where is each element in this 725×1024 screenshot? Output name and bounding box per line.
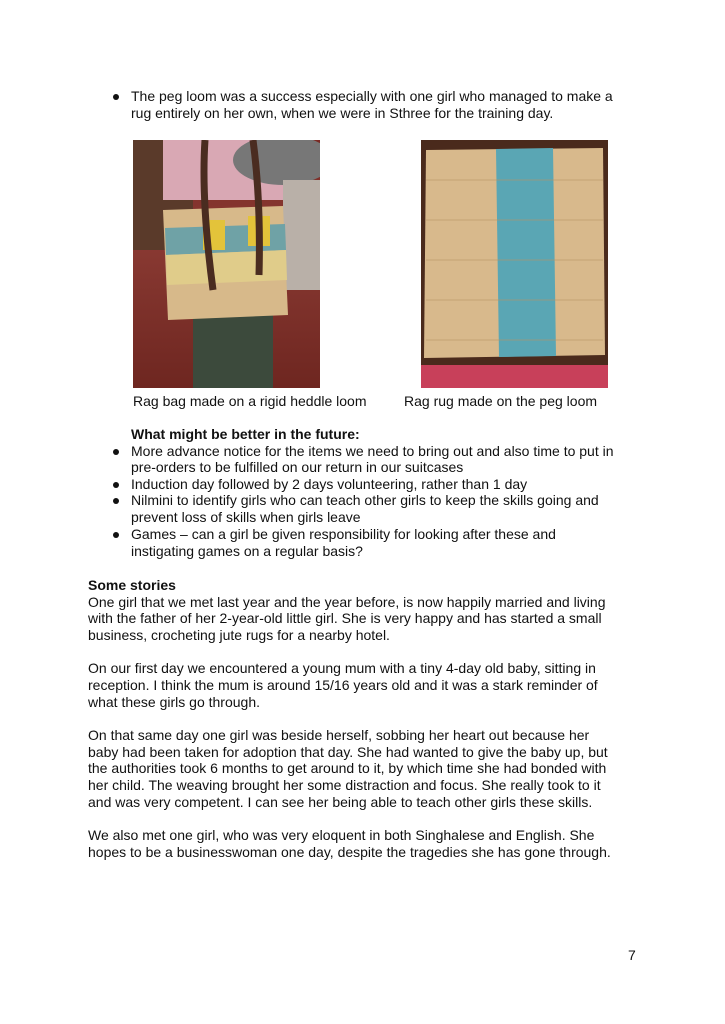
list-item: instigating games on a regular basis? [131,543,363,559]
bullet-icon [113,498,119,504]
list-item: More advance notice for the items we need to bring out and also time to put in [131,443,614,459]
paragraph-line: the authorities took 6 months to get around to it, by which time she had bonded with [88,760,607,776]
paragraph-line: On our first day we encountered a young mum with a tiny 4-day old baby, sitting in [88,660,596,676]
bullet-icon [113,449,119,455]
list-item: Games – can a girl be given responsibility for looking after these and [131,526,556,542]
bullet-icon [113,482,119,488]
paragraph-line: baby had been taken for adoption that day. She had wanted to give the baby up, but [88,744,608,760]
paragraph-line: On that same day one girl was beside herself, sobbing her heart out because her [88,727,590,743]
page-number: 7 [628,947,636,963]
intro-line: rug entirely on her own, when we were in Sthree for the training day. [131,105,554,121]
list-item: Induction day followed by 2 days volunteering, rather than 1 day [131,476,528,492]
rug-caption: Rag rug made on the peg loom [404,393,598,409]
paragraph-line: business, crocheting jute rugs for a nearby hotel. [88,627,390,643]
list-item: prevent loss of skills when girls leave [131,509,361,525]
paragraph-line: One girl that we met last year and the year before, is now happily married and living [88,594,606,610]
rag-bag-photo [133,140,320,388]
paragraph-line: and was very competent. I can see her being able to teach other girls these skills. [88,794,593,810]
paragraph-line: with the father of her 2-year-old little girl. She is very happy and has started a small [88,610,602,626]
list-item: pre-orders to be fulfilled on our return in our suitcases [131,459,464,475]
bag-caption: Rag bag made on a rigid heddle loom [133,393,367,409]
intro-line: The peg loom was a success especially with one girl who managed to make a [131,88,613,104]
paragraph-line: hopes to be a businesswoman one day, despite the tragedies she has gone through. [88,844,611,860]
paragraph-line: We also met one girl, who was very eloquent in both Singhalese and English. She [88,827,595,843]
rag-bag-image [133,140,320,388]
bullet-icon [113,532,119,538]
paragraph-line: her child. The weaving brought her some distraction and focus. She really took to it [88,777,601,793]
bullet-icon [113,94,119,100]
stories-heading: Some stories [88,577,176,593]
paragraph-line: reception. I think the mum is around 15/16 years old and it was a stark reminder of [88,677,598,693]
rag-rug-image [421,140,608,388]
paragraph-line: what these girls go through. [88,694,260,710]
future-heading: What might be better in the future: [131,426,360,442]
list-item: Nilmini to identify girls who can teach other girls to keep the skills going and [131,492,599,508]
rag-rug-photo [421,140,608,388]
